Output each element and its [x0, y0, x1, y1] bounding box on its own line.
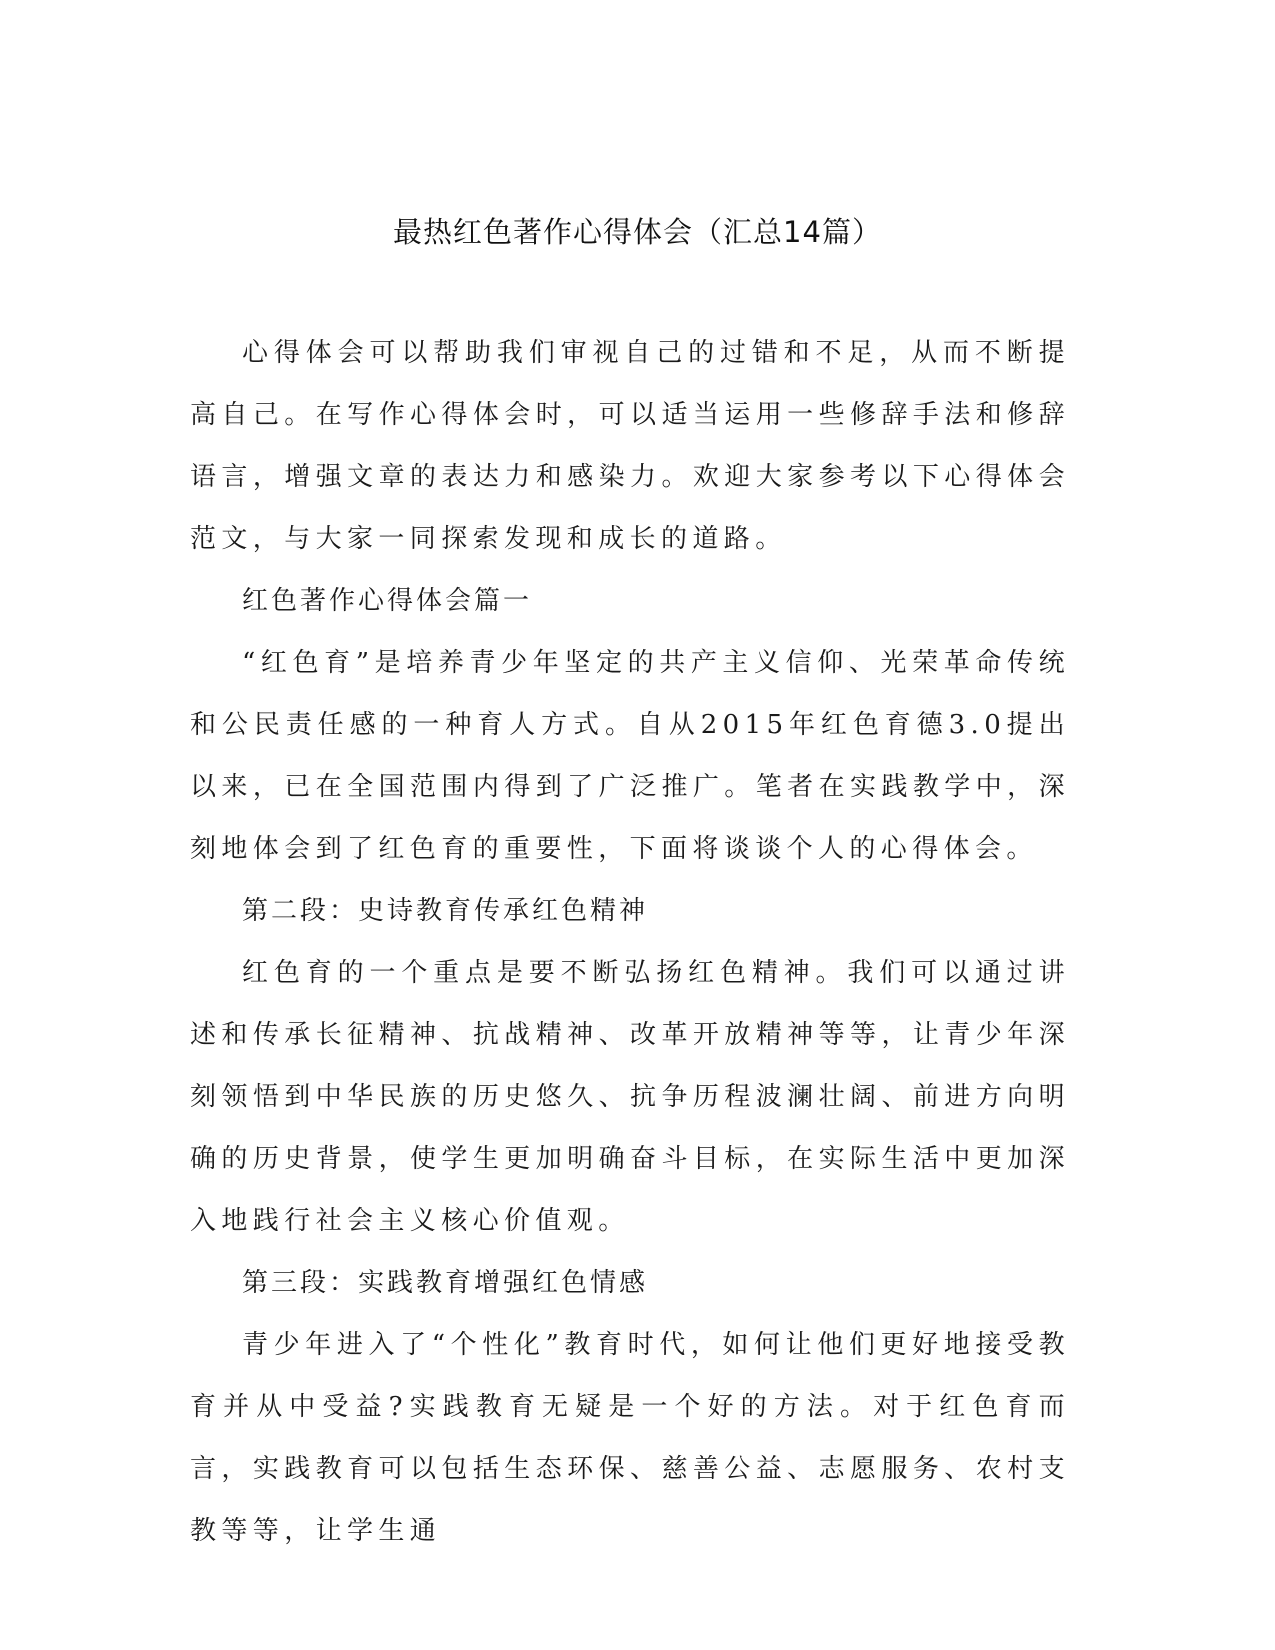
- section-heading-part-three: 第三段：实践教育增强红色情感: [242, 1268, 649, 1298]
- intro-paragraph: 心得体会可以帮助我们审视自己的过错和不足，从而不断提高自己。在写作心得体会时，可以适当运用一些修辞手法和修辞语言，增强文章的表达力和感染力。欢迎大家参考以下心得体会范文，与大家一同探索发现和成长的道路。: [190, 338, 1070, 554]
- document-title: 最热红色著作心得体会（汇总14篇）: [393, 215, 882, 249]
- body-paragraph: 红色育的一个重点是要不断弘扬红色精神。我们可以通过讲述和传承长征精神、抗战精神、改革开放精神等等，让青少年深刻领悟到中华民族的历史悠久、抗争历程波澜壮阔、前进方向明确的历史背景，使学生更加明确奋斗目标，在实际生活中更加深入地践行社会主义核心价值观。: [190, 958, 1070, 1236]
- section-heading-part-one: 红色著作心得体会篇一: [242, 586, 533, 616]
- section-heading-part-two: 第二段：史诗教育传承红色精神: [242, 896, 649, 926]
- document-body: [190, 322, 1070, 1562]
- body-paragraph: 青少年进入了“个性化”教育时代，如何让他们更好地接受教育并从中受益?实践教育无疑是一个好的方法。对于红色育而言，实践教育可以包括生态环保、慈善公益、志愿服务、农村支教等等，让学生通: [190, 1330, 1070, 1546]
- body-paragraph: “红色育”是培养青少年坚定的共产主义信仰、光荣革命传统和公民责任感的一种育人方式。自从2015年红色育德3.0提出以来，已在全国范围内得到了广泛推广。笔者在实践教学中，深刻地体会到了红色育的重要性，下面将谈谈个人的心得体会。: [190, 648, 1070, 864]
